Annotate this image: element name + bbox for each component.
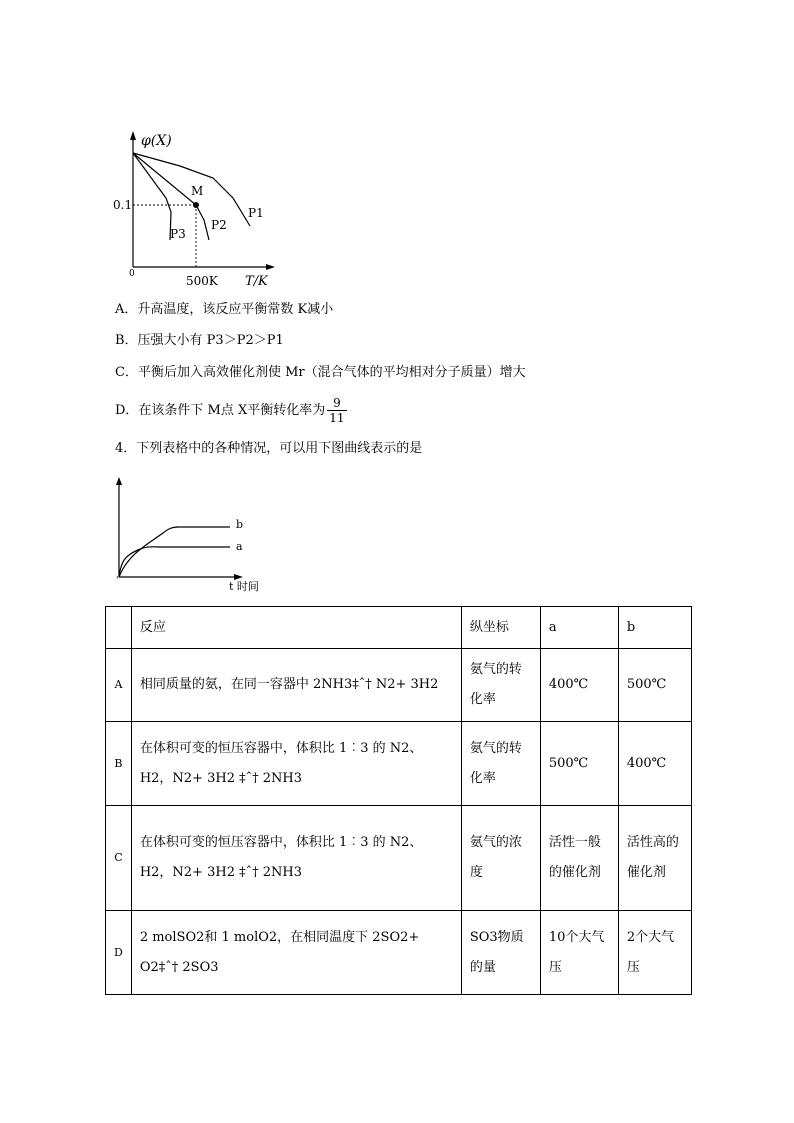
series-a-label: a [236, 540, 243, 553]
fraction-denominator: 11 [329, 411, 345, 425]
row-a: 活性一般的催化剂 [540, 806, 618, 911]
option-d [115, 396, 347, 425]
row-b: 2个大气压 [618, 911, 691, 995]
row-reaction: 在体积可变的恒压容器中，体积比 1︰3 的 N2、H2，N2+ 3H2 ‡ˆ† 2NH3 [131, 806, 461, 911]
row-b: 活性高的催化剂 [618, 806, 691, 911]
header-reaction: 反应 [131, 607, 461, 649]
table-row [106, 722, 692, 806]
option-a: A．升高温度，该反应平衡常数 K减小 [115, 302, 334, 317]
series-b-label: b [236, 518, 244, 531]
row-b: 400℃ [618, 722, 691, 806]
reaction-table [105, 606, 692, 995]
y-label: φ(X) [141, 133, 172, 149]
x-label: T/K [245, 274, 268, 289]
row-ycoord: 氨气的转化率 [461, 649, 540, 722]
row-reaction: 2 molSO2和 1 molO2，在相同温度下 2SO2+ O2‡ˆ† 2SO3 [131, 911, 461, 995]
p2-label: P2 [211, 218, 227, 232]
p3-label: P3 [170, 227, 186, 241]
time-curve-chart [108, 474, 278, 596]
option-b: B．压强大小有 P3＞P2＞P1 [115, 333, 284, 348]
row-ycoord: SO3物质的量 [461, 911, 540, 995]
row-b: 500℃ [618, 649, 691, 722]
y-axis-2-arrow [116, 477, 122, 485]
curve-b [119, 527, 230, 577]
y-axis-arrow [130, 131, 136, 140]
table-header-row [106, 607, 692, 649]
p1-label: P1 [248, 206, 264, 220]
x-label-2: t 时间 [229, 580, 259, 593]
curve-a [119, 547, 230, 577]
option-c: C．平衡后加入高效催化剂使 Mr（混合气体的平均相对分子质量）增大 [115, 365, 526, 380]
fraction [327, 396, 346, 425]
point-m [193, 202, 199, 208]
row-ycoord: 氨气的转化率 [461, 722, 540, 806]
row-reaction: 在体积可变的恒压容器中，体积比 1︰3 的 N2、H2，N2+ 3H2 ‡ˆ† 2NH3 [131, 722, 461, 806]
table-row [106, 911, 692, 995]
header-cell-blank [106, 607, 132, 649]
question-4: 4．下列表格中的各种情况，可以用下图曲线表示的是 [115, 441, 423, 456]
table-row [106, 649, 692, 722]
row-reaction: 相同质量的氨，在同一容器中 2NH3‡ˆ† N2+ 3H2 [131, 649, 461, 722]
m-label: M [191, 184, 204, 198]
equilibrium-chart [108, 128, 283, 290]
header-ycoord: 纵坐标 [461, 607, 540, 649]
row-label: C [106, 806, 132, 911]
row-a: 500℃ [540, 722, 618, 806]
option-d-text: D．在该条件下 M点 X平衡转化率为 [115, 403, 326, 418]
row-a: 400℃ [540, 649, 618, 722]
row-a: 10个大气压 [540, 911, 618, 995]
row-label: A [106, 649, 132, 722]
fraction-numerator: 9 [327, 396, 346, 411]
origin-label-2: ' [116, 576, 119, 586]
x-tick-label: 500K [186, 274, 218, 288]
table-row [106, 806, 692, 911]
header-b: b [618, 607, 691, 649]
row-label: B [106, 722, 132, 806]
origin-label: 0 [129, 269, 135, 279]
row-ycoord: 氨气的浓度 [461, 806, 540, 911]
header-a: a [540, 607, 618, 649]
curve-p3 [133, 153, 171, 240]
row-label: D [106, 911, 132, 995]
x-axis-arrow [266, 264, 275, 270]
y-tick-label: 0.1 [113, 198, 133, 212]
